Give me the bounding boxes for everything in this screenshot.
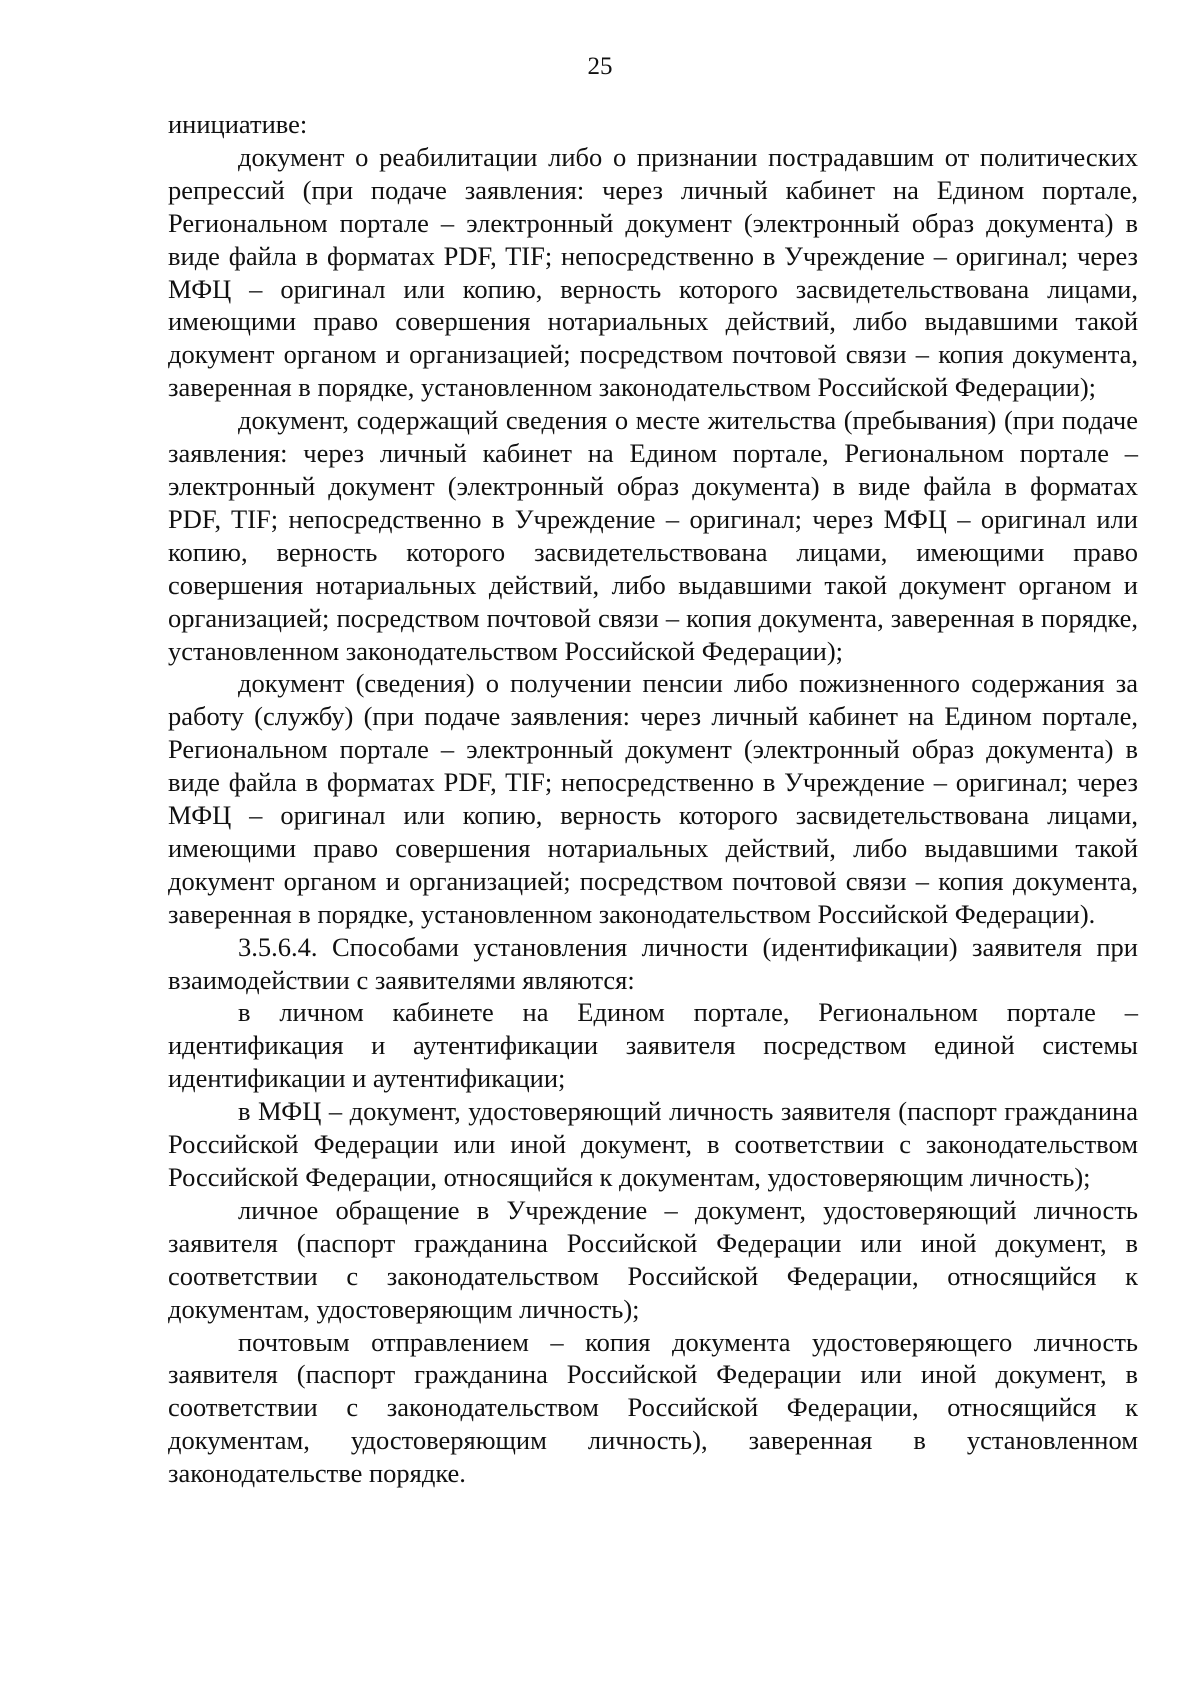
paragraph-rehabilitation-document: документ о реабилитации либо о признании пострадавшим от политических репрессий (при подаче заявления: через личный кабинет на Едином портале, Региональном портале – электронный документ (электронный образ документа) в виде файла в форматах PDF, TIF; непосредственно в Учреждение – оригинал; через МФЦ – оригинал или копию, верность которого засвидетельствована лицами, имеющими право совершения нотариальных действий, либо выдавшими такой документ органом и организацией; посредством почтовой связи – копия документа, заверенная в порядке, установленном законодательством Российской Федерации); [168, 141, 1138, 403]
page-number: 25 [587, 53, 613, 80]
paragraph-personal-visit-identification: личное обращение в Учреждение – документ, удостоверяющий личность заявителя (паспорт гражданина Российской Федерации или иной документ, в соответствии с законодательством Российской Федерации, относящийся к документам, удостоверяющим личность); [168, 1194, 1138, 1324]
paragraph-pension-document: документ (сведения) о получении пенсии либо пожизненного содержания за работу (службу) (при подаче заявления: через личный кабинет на Едином портале, Региональном портале – электронный документ (электронный образ документа) в виде файла в форматах PDF, TIF; непосредственно в Учреждение – оригинал; через МФЦ – оригинал или копию, верность которого засвидетельствована лицами, имеющими право совершения нотариальных действий, либо выдавшими такой документ органом и организацией; посредством почтовой связи – копия документа, заверенная в порядке, установленном законодательством Российской Федерации). [168, 668, 1138, 929]
paragraph-section-3-5-6-4: 3.5.6.4. Способами установления личности (идентификации) заявителя при взаимодействии с заявителями являются: [168, 931, 1138, 995]
document-body [168, 108, 1138, 1490]
paragraph-postal-identification: почтовым отправлением – копия документа удостоверяющего личность заявителя (паспорт гражданина Российской Федерации или иной документ, в соответствии с законодательством Российской Федерации, относящийся к документам, удостоверяющим личность), заверенная в установленном законодательстве порядке. [168, 1326, 1138, 1489]
paragraph-residence-document: документ, содержащий сведения о месте жительства (пребывания) (при подаче заявления: через личный кабинет на Едином портале, Региональном портале – электронный документ (электронный образ документа) в виде файла в форматах PDF, TIF; непосредственно в Учреждение – оригинал; через МФЦ – оригинал или копию, верность которого засвидетельствована лицами, имеющими право совершения нотариальных действий, либо выдавшими такой документ органом и организацией; посредством почтовой связи – копия документа, заверенная в порядке, установленном законодательством Российской Федерации); [168, 405, 1138, 666]
paragraph-mfc-identification: в МФЦ – документ, удостоверяющий личность заявителя (паспорт гражданина Российской Федерации или иной документ, в соответствии с законодательством Российской Федерации, относящийся к документам, удостоверяющим личность); [168, 1096, 1138, 1192]
paragraph-continuation: инициативе: [168, 109, 308, 139]
paragraph-portal-identification: в личном кабинете на Едином портале, Региональном портале – идентификация и аутентификации заявителя посредством единой системы идентификации и аутентификации; [168, 997, 1138, 1094]
